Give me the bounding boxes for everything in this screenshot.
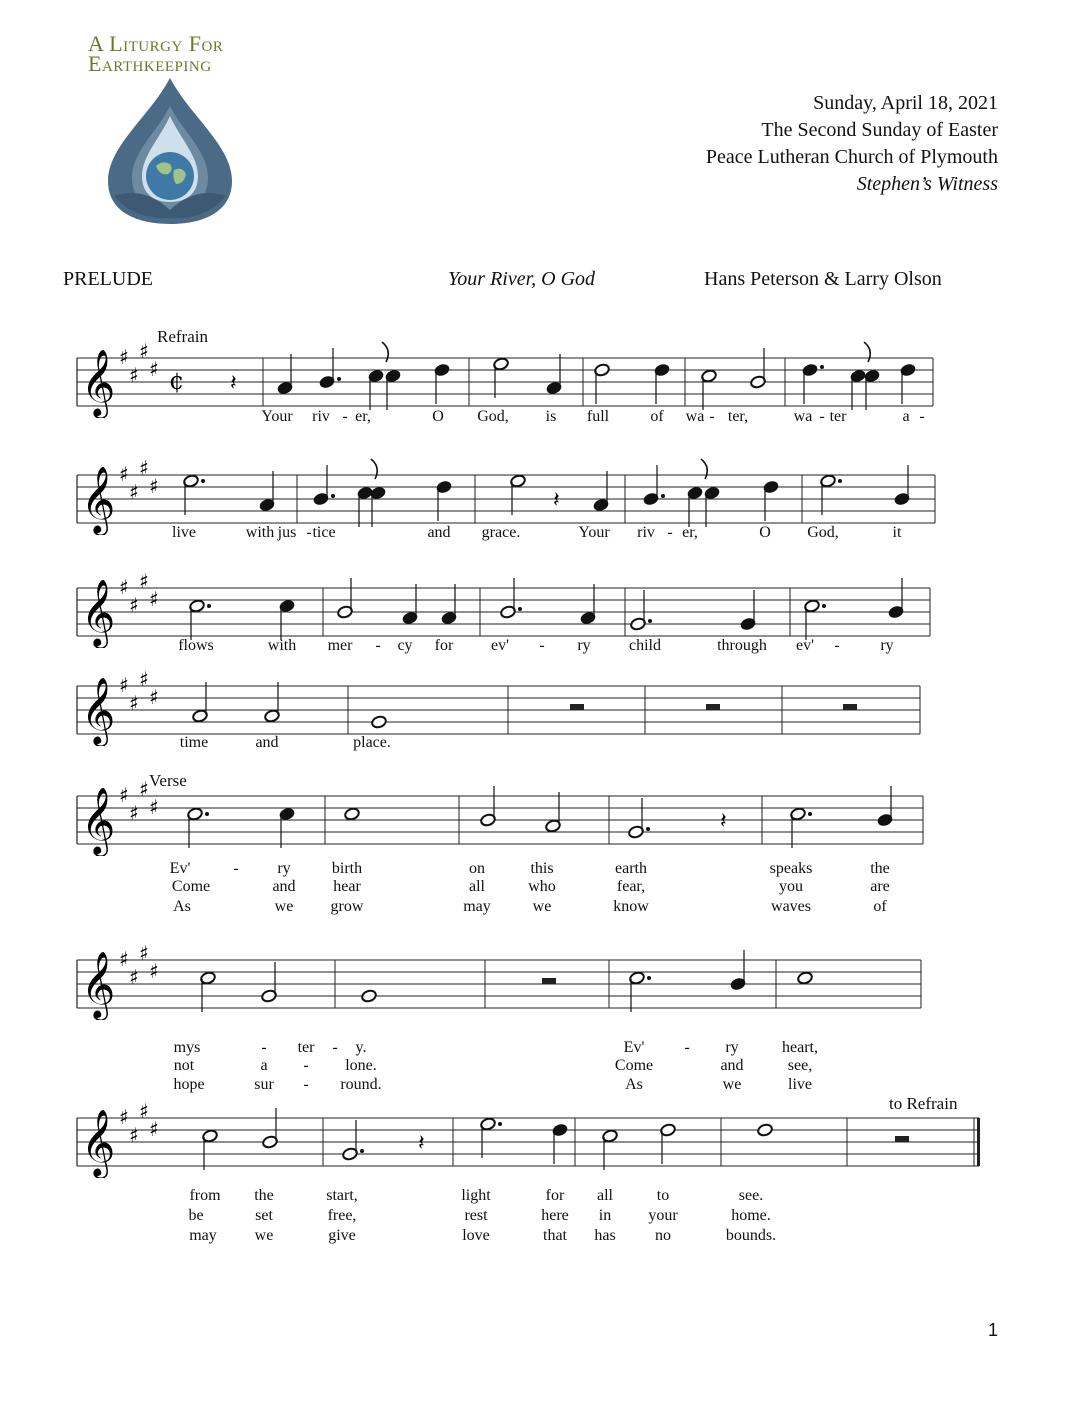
lyric-syllable: wa [685,408,705,425]
music-staff [72,766,928,856]
whole-rest-icon [542,978,556,984]
note-flag [371,459,377,479]
sharp-icon: ♯ [139,941,149,965]
sharp-icon: ♯ [129,965,139,989]
logo-line-2: Earthkeeping [88,51,212,76]
music-staff [72,445,940,535]
sharp-icon: ♯ [149,795,159,819]
sharp-icon: ♯ [129,1123,139,1147]
lyric-syllable: and [255,734,279,751]
note-flag [701,459,707,479]
sharp-icon: ♯ [139,777,149,801]
lyric-syllable: tice [312,524,336,541]
lyric-syllable: no [655,1227,671,1244]
lyric-syllable: hope [173,1076,205,1093]
lyric-syllable: rest [464,1207,488,1224]
lyric-syllable: you [779,878,803,895]
lyric-syllable: who [528,878,556,895]
lyric-syllable: Your [578,524,610,541]
prelude-title: Your River, O God [448,268,596,290]
lyric-syllable: in [598,1207,612,1224]
service-date: Sunday, April 18, 2021 [813,92,998,114]
logo-line-1: A Liturgy For [88,31,224,56]
sharp-icon: ♯ [139,1099,149,1123]
lyric-syllable: and [272,878,296,895]
verse-label: Verse [149,771,187,790]
note-dot [646,827,650,831]
sharp-icon: ♯ [139,456,149,480]
lyric-syllable: mer [327,637,353,654]
lyric-syllable: As [173,898,191,915]
lyric-syllable: a [902,408,910,425]
lyric-syllable: free, [327,1207,357,1224]
sharp-icon: ♯ [139,339,149,363]
whole-rest-icon [895,1136,909,1142]
note-dot [822,604,826,608]
lyric-syllable: your [648,1207,678,1224]
note-dot [838,479,842,483]
lyric-syllable: we [532,898,552,915]
lyric-syllable: may [189,1227,217,1244]
lyric-syllable: and [720,1057,744,1074]
lyric-syllable: all [597,1187,613,1204]
lyric-syllable: ev' [491,637,509,654]
lyric-syllable: that [543,1227,567,1244]
lyric-syllable: mys [173,1039,201,1056]
note-head [797,971,814,985]
lyric-syllable: has [594,1227,616,1244]
note-dot [518,607,522,611]
lyric-syllable: er, [355,408,371,425]
lyric-syllable: live [172,524,196,541]
lyric-syllable: - [332,1039,338,1056]
lyric-syllable: from [189,1187,221,1204]
lyric-syllable: ev' [796,637,814,654]
refrain-label: Refrain [157,327,208,346]
note-dot [331,494,335,498]
music-staff [72,328,938,418]
music-staff [72,930,926,1020]
lyric-syllable: Ev' [169,860,191,877]
note-dot [337,377,341,381]
lyric-syllable: lone. [345,1057,377,1074]
lyric-syllable: ter, [727,408,749,425]
final-barline [977,1118,980,1166]
lyric-syllable: not [173,1057,195,1074]
lyric-syllable: - [684,1039,690,1056]
quarter-rest-icon: 𝄽 [553,488,560,513]
sharp-icon: ♯ [129,593,139,617]
note-flag [382,342,388,362]
lyric-syllable: wa [793,408,813,425]
lyric-syllable: As [625,1076,643,1093]
lyric-syllable: - [303,1076,309,1093]
lyric-syllable: cy [397,637,413,654]
sharp-icon: ♯ [119,575,129,599]
lyric-syllable: for [545,1187,565,1204]
lyric-syllable: speaks [769,860,813,877]
sharp-icon: ♯ [139,667,149,691]
sharp-icon: ♯ [149,1117,159,1141]
lyric-syllable: heart, [782,1039,818,1056]
lyric-syllable: know [613,898,649,915]
prelude-label: PRELUDE [63,268,153,290]
lyric-syllable: - [303,1057,309,1074]
lyric-syllable: God, [807,524,839,541]
lyric-syllable: give [328,1227,356,1244]
sharp-icon: ♯ [119,947,129,971]
lyric-syllable: to [656,1187,670,1204]
lyric-syllable: - [539,637,545,654]
lyric-syllable: a [260,1057,268,1074]
lyric-syllable: for [434,637,454,654]
lyric-syllable: place. [353,734,391,751]
water-drop-globe-hands-icon [100,76,240,226]
lyric-syllable: the [254,1187,274,1204]
note-dot [201,479,205,483]
lyric-syllable: set [255,1207,273,1224]
sharp-icon: ♯ [129,363,139,387]
lyric-syllable: ter [829,408,847,425]
whole-rest-icon [706,704,720,710]
sharp-icon: ♯ [149,685,159,709]
lyric-syllable: Come [171,878,211,895]
lyric-syllable: round. [340,1076,382,1093]
sharp-icon: ♯ [119,462,129,486]
sharp-icon: ♯ [149,474,159,498]
lyric-syllable: see. [738,1187,764,1204]
lyric-syllable: O [432,408,444,425]
lyric-syllable: jus [277,524,297,541]
lyric-syllable: O [759,524,771,541]
treble-clef-icon: 𝄞 [81,950,116,1018]
sharp-icon: ♯ [149,587,159,611]
whole-rest-icon [843,704,857,710]
lyric-syllable: earth [615,860,647,877]
lyric-syllable: - [306,524,312,541]
lyric-syllable: here [541,1207,569,1224]
lyric-syllable: fear, [616,878,646,895]
lyric-syllable: child [629,637,661,654]
lyric-syllable: - [667,524,673,541]
note-dot [648,619,652,623]
lyric-syllable: see, [787,1057,813,1074]
lyric-syllable: home. [731,1207,771,1224]
lyric-syllable: full [586,408,610,425]
lyric-syllable: all [469,878,485,895]
sharp-icon: ♯ [149,357,159,381]
note-head [371,715,388,729]
note-head [344,807,361,821]
lyric-syllable: light [461,1187,491,1204]
note-dot [498,1122,502,1126]
treble-clef-icon: 𝄞 [81,1108,116,1176]
lyric-syllable: love [462,1227,490,1244]
music-staff [72,1088,984,1178]
lyric-syllable: Ev' [623,1039,645,1056]
lyric-syllable: waves [771,898,811,915]
lyric-syllable: ry [277,860,291,877]
lyric-syllable: er, [682,524,698,541]
quarter-rest-icon: 𝄽 [720,809,727,834]
lyric-syllable: y. [355,1039,367,1056]
lyric-syllable: grace. [481,524,521,541]
lyric-syllable: sur [254,1076,274,1093]
note-head [361,989,378,1003]
lyric-syllable: - [261,1039,267,1056]
lyric-syllable: with [267,637,297,654]
sharp-icon: ♯ [129,480,139,504]
note-dot [820,365,824,369]
lyric-syllable: start, [326,1187,358,1204]
lyric-syllable: we [254,1227,274,1244]
note-flag [864,342,870,362]
lyric-syllable: it [892,524,902,541]
lyric-syllable: are [870,878,890,895]
series-name: Stephen’s Witness [856,173,998,195]
lyric-syllable: - [834,637,840,654]
lyric-syllable: God, [477,408,509,425]
lyric-syllable: we [722,1076,742,1093]
lyric-syllable: is [545,408,557,425]
lyric-syllable: riv [312,408,330,425]
lyric-syllable: ter [297,1039,315,1056]
lyric-syllable: time [179,734,209,751]
page-number: 1 [987,1320,998,1340]
lyric-syllable: - [375,637,381,654]
sharp-icon: ♯ [119,345,129,369]
lyric-syllable: of [873,898,887,915]
sharp-icon: ♯ [129,691,139,715]
lyric-syllable: birth [331,860,363,877]
note-dot [647,976,651,980]
note-dot [661,494,665,498]
note-dot [808,812,812,816]
quarter-rest-icon: 𝄽 [230,371,237,396]
lyric-syllable: grow [330,898,364,915]
lyric-syllable: bounds. [725,1227,777,1244]
lyric-syllable: on [469,860,485,877]
lyric-syllable: may [463,898,491,915]
lyric-syllable: the [870,860,890,877]
lyric-syllable: Your [261,408,293,425]
lyric-syllable: - [709,408,715,425]
quarter-rest-icon: 𝄽 [418,1131,425,1156]
sharp-icon: ♯ [129,801,139,825]
treble-clef-icon: 𝄞 [81,578,116,646]
service-occasion: The Second Sunday of Easter [761,119,998,141]
lyric-syllable: ry [880,637,894,654]
lyric-syllable: riv [637,524,655,541]
lyric-syllable: - [819,408,825,425]
lyric-syllable: - [233,860,239,877]
whole-rest-icon [570,704,584,710]
prelude-composers: Hans Peterson & Larry Olson [704,268,942,290]
sharp-icon: ♯ [119,1105,129,1129]
to-refrain-label: to Refrain [889,1094,958,1113]
music-staff [72,558,935,648]
lyric-syllable: - [342,408,348,425]
lyric-syllable: of [650,408,664,425]
note-dot [360,1149,364,1153]
lyric-syllable: Come [614,1057,654,1074]
treble-clef-icon: 𝄞 [81,786,116,854]
lyric-syllable: through [717,637,767,654]
logo-title [88,31,224,76]
note-head [757,1123,774,1137]
lyric-syllable: ry [725,1039,739,1056]
music-staff [72,656,925,746]
sharp-icon: ♯ [139,569,149,593]
lyric-syllable: flows [178,637,214,654]
note-dot [207,604,211,608]
lyric-syllable: ry [577,637,591,654]
lyric-syllable: live [788,1076,812,1093]
lyric-syllable: be [188,1207,204,1224]
lyric-syllable: this [530,860,554,877]
time-signature: ¢ [169,367,185,395]
lyric-syllable: hear [333,878,361,895]
lyric-syllable: and [427,524,451,541]
treble-clef-icon: 𝄞 [81,465,116,533]
church-name: Peace Lutheran Church of Plymouth [705,146,998,168]
sharp-icon: ♯ [119,673,129,697]
treble-clef-icon: 𝄞 [81,676,116,744]
lyric-syllable: we [274,898,294,915]
treble-clef-icon: 𝄞 [81,348,116,416]
lyric-syllable: - [919,408,925,425]
sharp-icon: ♯ [119,783,129,807]
service-info [706,90,998,198]
sharp-icon: ♯ [149,959,159,983]
lyric-syllable: with [245,524,275,541]
note-dot [205,812,209,816]
